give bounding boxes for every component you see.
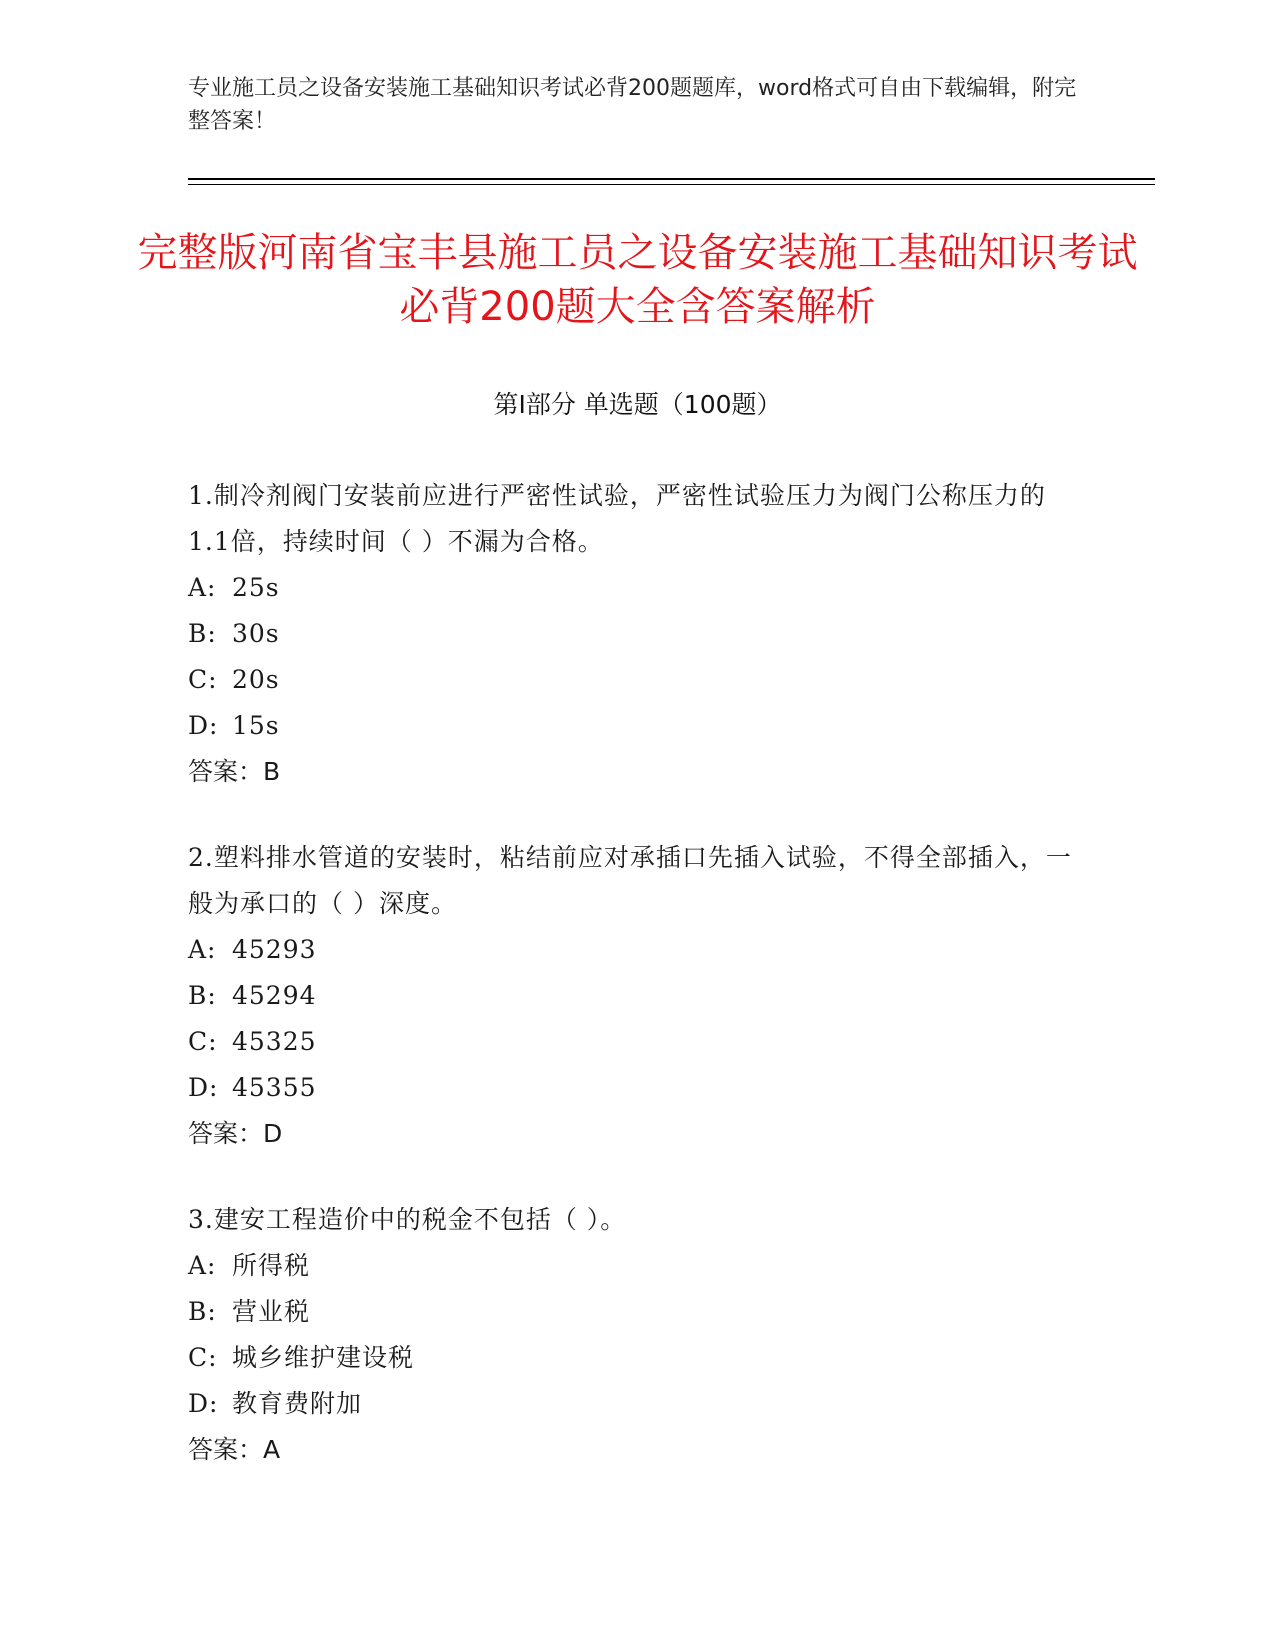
answer-line xyxy=(188,1111,1078,1157)
option-b xyxy=(188,611,1078,657)
option-key: D: xyxy=(188,1389,219,1418)
option-b xyxy=(188,1289,1078,1335)
answer-label: 答案： xyxy=(188,1435,264,1464)
option-d xyxy=(188,1065,1078,1111)
option-a xyxy=(188,565,1078,611)
option-c xyxy=(188,657,1078,703)
option-key: D: xyxy=(188,711,219,740)
option-text: 营业税 xyxy=(232,1297,311,1326)
option-text: 30s xyxy=(232,619,280,648)
question-1 xyxy=(188,473,1078,795)
answer-line xyxy=(188,749,1078,795)
document-title: 完整版河南省宝丰县施工员之设备安装施工基础知识考试必背200题大全含答案解析 xyxy=(137,230,1138,330)
question-stem: 2.塑料排水管道的安装时，粘结前应对承插口先插入试验，不得全部插入，一般为承口的（ ）深度。 xyxy=(188,843,1072,918)
question-2 xyxy=(188,835,1078,1157)
option-key: A: xyxy=(188,573,217,602)
answer-label: 答案： xyxy=(188,757,264,786)
option-text: 45325 xyxy=(232,1027,317,1056)
option-text: 45355 xyxy=(232,1073,317,1102)
page-header: 专业施工员之设备安装施工基础知识考试必背200题题库，word格式可自由下载编辑，附完整答案！ xyxy=(188,76,1077,134)
question-stem: 3.建安工程造价中的税金不包括（ ）。 xyxy=(188,1205,627,1234)
option-key: C: xyxy=(188,1027,218,1056)
option-text: 城乡维护建设税 xyxy=(232,1343,415,1372)
option-key: B: xyxy=(188,619,217,648)
answer-line xyxy=(188,1427,1078,1473)
option-d xyxy=(188,1381,1078,1427)
option-key: B: xyxy=(188,1297,217,1326)
option-key: D: xyxy=(188,1073,219,1102)
option-text: 教育费附加 xyxy=(232,1389,363,1418)
answer-value: A xyxy=(263,1435,281,1464)
option-text: 25s xyxy=(232,573,280,602)
option-text: 45293 xyxy=(232,935,317,964)
option-c xyxy=(188,1335,1078,1381)
header-rule-thick xyxy=(188,178,1155,180)
header-rule-thin xyxy=(188,184,1155,185)
answer-value: B xyxy=(263,757,281,786)
option-a xyxy=(188,1243,1078,1289)
option-key: B: xyxy=(188,981,217,1010)
option-text: 45294 xyxy=(232,981,317,1010)
option-key: C: xyxy=(188,665,218,694)
question-list xyxy=(188,473,1078,1513)
option-text: 20s xyxy=(232,665,280,694)
option-text: 所得税 xyxy=(232,1251,311,1280)
option-c xyxy=(188,1019,1078,1065)
option-text: 15s xyxy=(232,711,280,740)
question-stem: 1.制冷剂阀门安装前应进行严密性试验，严密性试验压力为阀门公称压力的1.1倍，持续时间（ ）不漏为合格。 xyxy=(188,481,1046,556)
option-key: A: xyxy=(188,935,217,964)
answer-label: 答案： xyxy=(188,1119,264,1148)
answer-value: D xyxy=(263,1119,283,1148)
question-3 xyxy=(188,1197,1078,1473)
option-key: A: xyxy=(188,1251,217,1280)
option-b xyxy=(188,973,1078,1019)
option-a xyxy=(188,927,1078,973)
option-key: C: xyxy=(188,1343,218,1372)
option-d xyxy=(188,703,1078,749)
section-heading: 第Ⅰ部分 单选题（100题） xyxy=(493,390,782,419)
